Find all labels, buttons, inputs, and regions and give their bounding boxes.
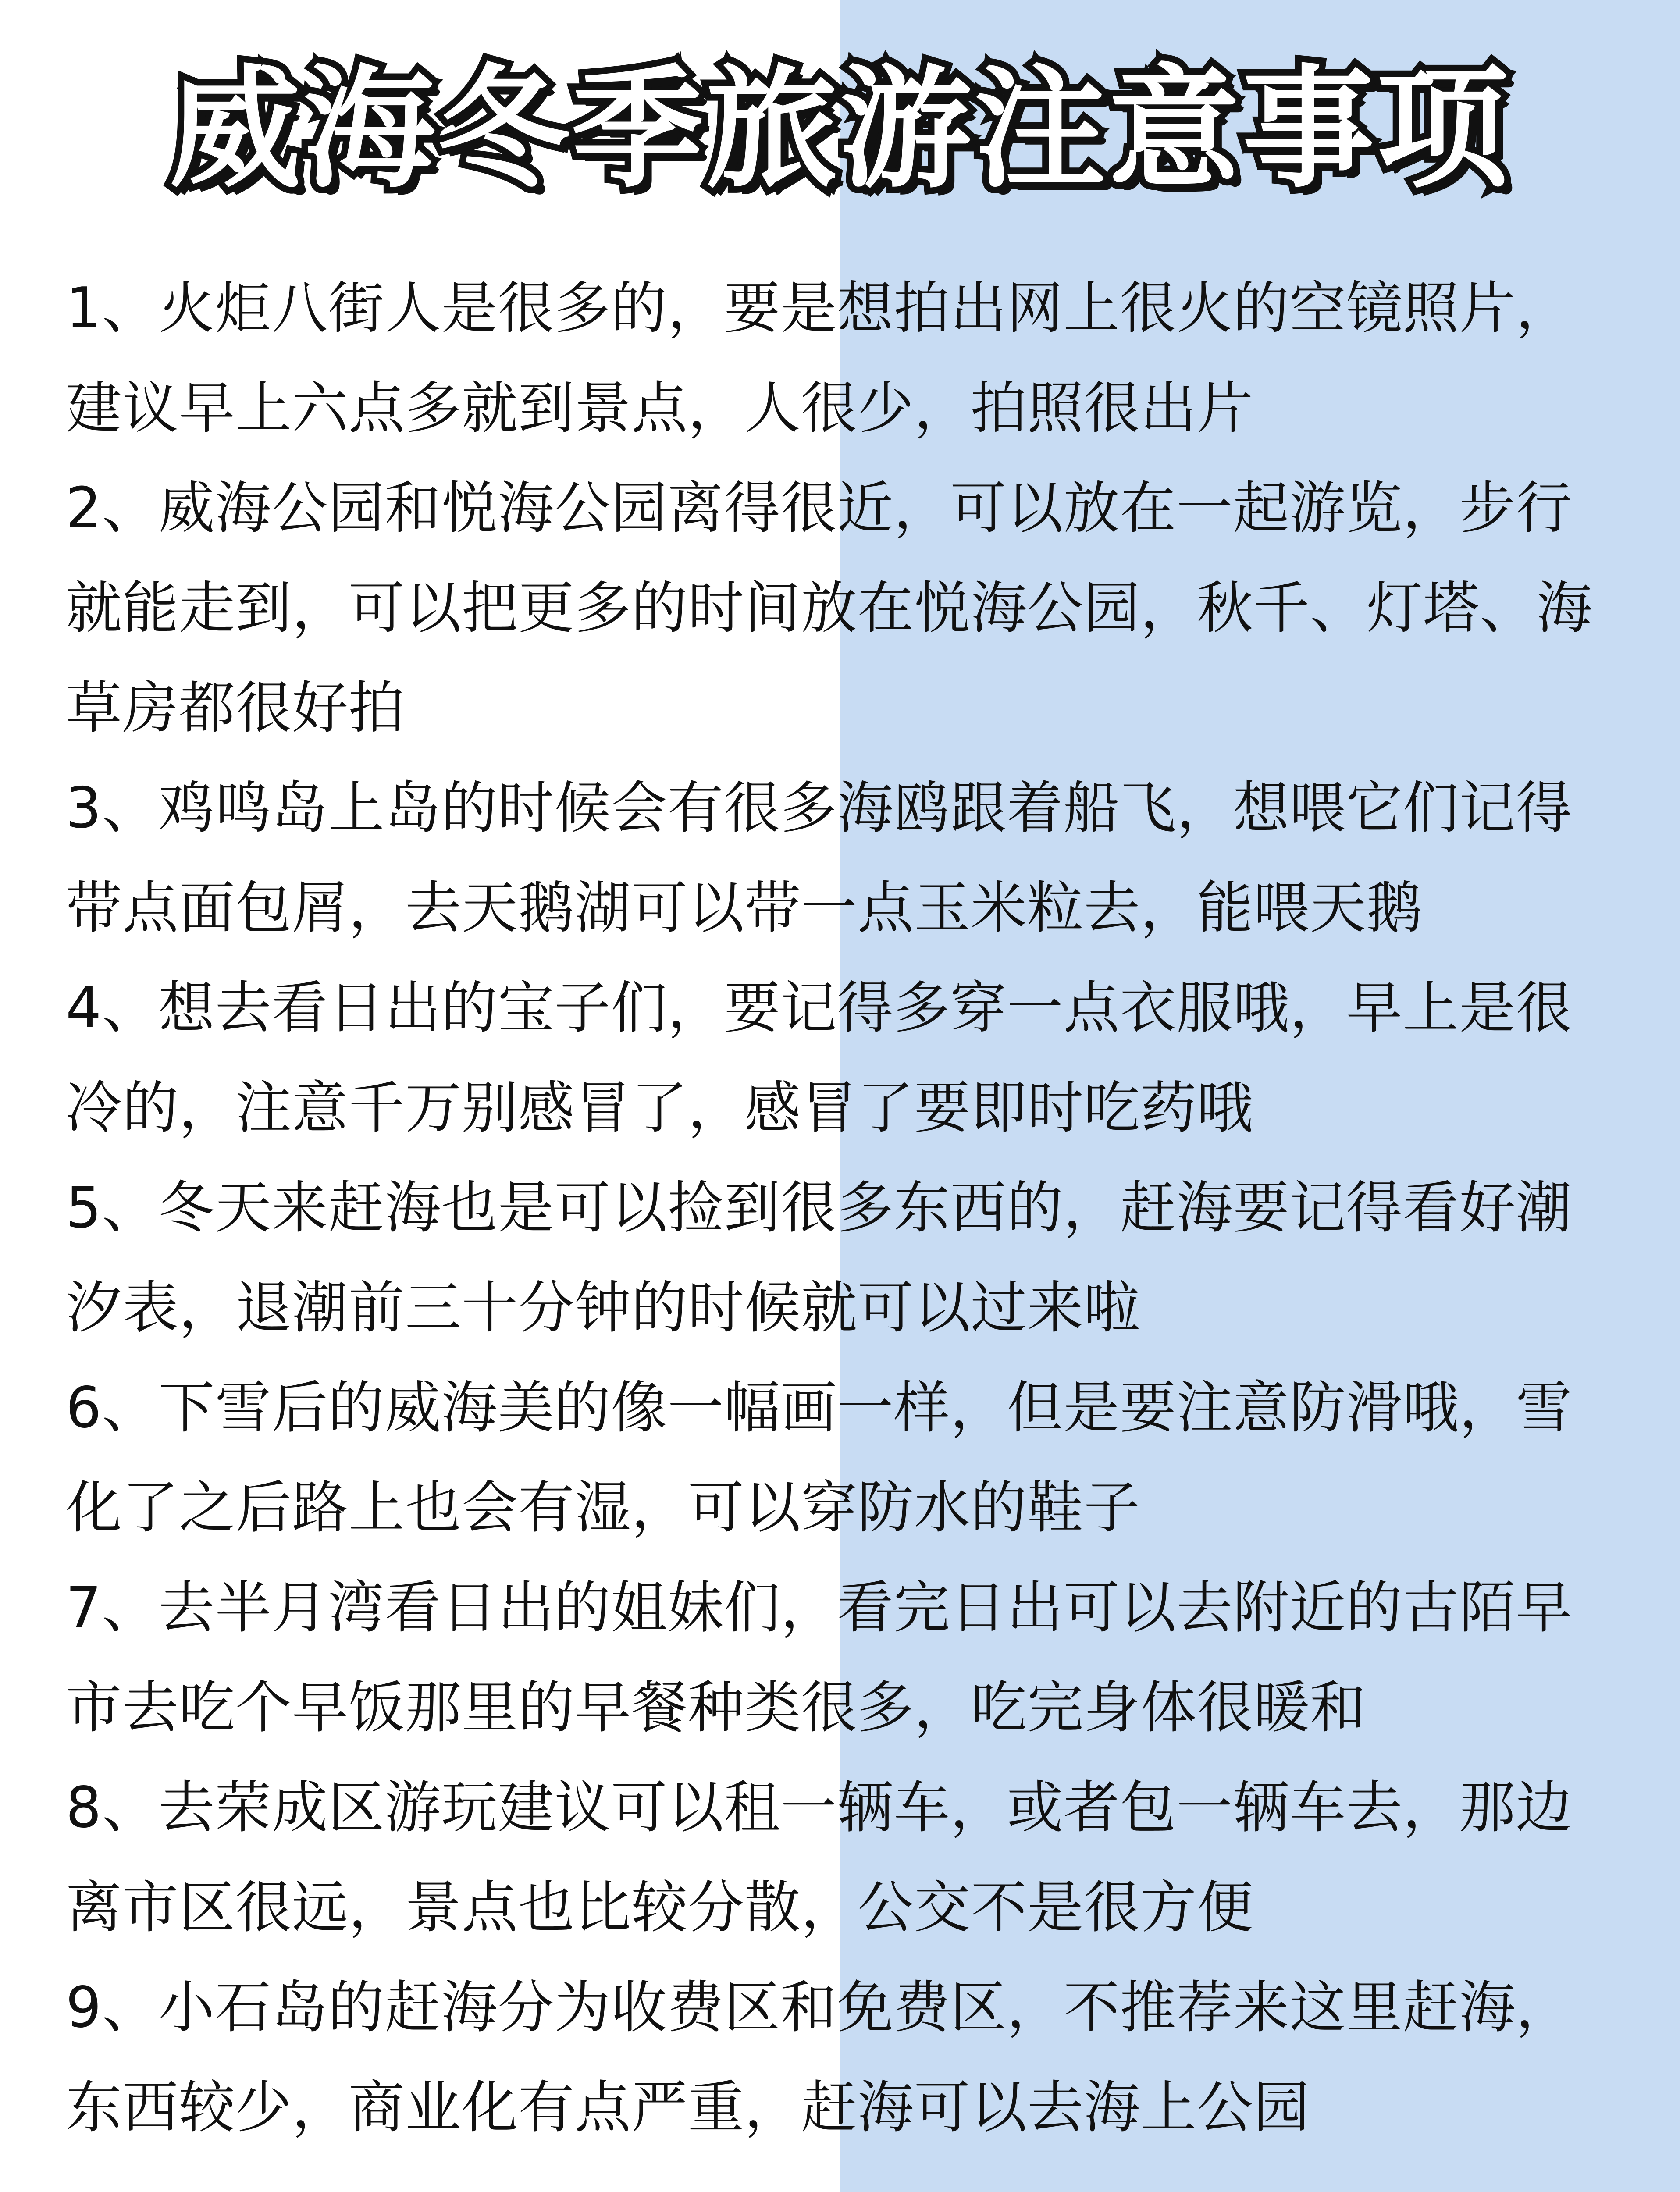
tip-item-4: 4、想去看日出的宝子们，要记得多穿一点衣服哦，早上是很冷的，注意千万别感冒了，感冒了要即时吃药哦: [66, 975, 1573, 1141]
tip-item-1: 1、火炬八街人是很多的，要是想拍出网上很火的空镜照片，建议早上六点多就到景点，人很少，拍照很出片: [66, 276, 1573, 441]
tips-list: [66, 259, 1627, 2158]
tip-item-7: 7、去半月湾看日出的姐妹们，看完日出可以去附近的古陌早市去吃个早饭那里的早餐种类很多，吃完身体很暖和: [66, 1575, 1573, 1740]
tip-item-5: 5、冬天来赶海也是可以捡到很多东西的，赶海要记得看好潮汐表，退潮前三十分钟的时候就可以过来啦: [66, 1175, 1573, 1341]
page-title: 威海冬季旅游注意事项: [169, 53, 1511, 206]
tip-item-9: 9、小石岛的赶海分为收费区和免费区，不推荐来这里赶海，东西较少，商业化有点严重，赶海可以去海上公园: [66, 1975, 1573, 2140]
tip-item-2: 2、威海公园和悦海公园离得很近，可以放在一起游览，步行就能走到，可以把更多的时间放在悦海公园，秋千、灯塔、海草房都很好拍: [66, 476, 1593, 741]
tip-item-6: 6、下雪后的威海美的像一幅画一样，但是要注意防滑哦，雪化了之后路上也会有湿，可以穿防水的鞋子: [66, 1375, 1573, 1541]
tip-item-3: 3、鸡鸣岛上岛的时候会有很多海鸥跟着船飞，想喂它们记得带点面包屑，去天鹅湖可以带一点玉米粒去，能喂天鹅: [66, 776, 1573, 941]
tip-item-8: 8、去荣成区游玩建议可以租一辆车，或者包一辆车去，那边离市区很远，景点也比较分散，公交不是很方便: [66, 1775, 1573, 1940]
